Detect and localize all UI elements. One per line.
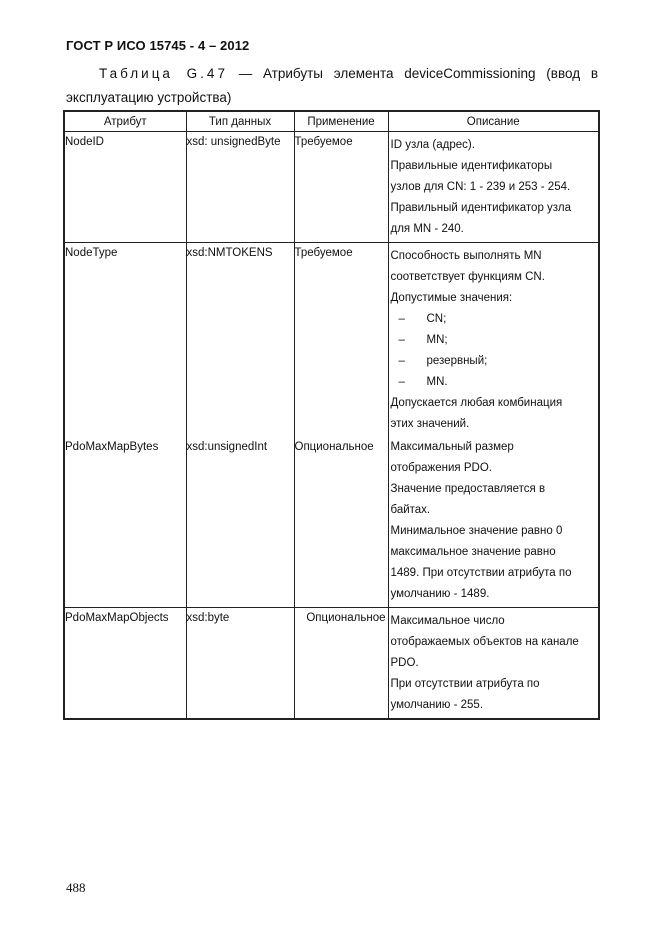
cell-description (388, 608, 599, 720)
description-line: Максимальный размер (390, 441, 514, 453)
description-line: При отсутствии атрибута по (390, 678, 540, 690)
table-row (64, 243, 599, 438)
cell-attribute: NodeType (64, 243, 186, 438)
list-dash: – (398, 355, 405, 367)
table-row (64, 437, 599, 608)
column-header-attribute: Атрибут (64, 111, 186, 132)
description-line: умолчанию - 1489. (390, 588, 490, 600)
cell-description (388, 132, 599, 243)
description-line: соответствует функциям CN. (390, 271, 545, 283)
description-line: Правильные идентификаторы (390, 160, 553, 172)
description-line: отображаемых объектов на канале (390, 636, 579, 648)
cell-type: xsd:NMTOKENS (186, 243, 294, 438)
list-dash: – (398, 313, 405, 325)
cell-usage: Опциональное (294, 608, 388, 720)
table-header-row (64, 111, 599, 132)
description-line: 1489. При отсутствии атрибута по (390, 567, 572, 579)
page-number: 488 (66, 880, 86, 895)
description-line: Максимальное число (390, 615, 505, 627)
caption-label: Таблица G.47 (99, 66, 228, 81)
column-header-description: Описание (388, 111, 599, 132)
description-line: ID узла (адрес). (390, 139, 475, 151)
description-line: для MN - 240. (390, 223, 464, 235)
cell-usage: Опциональное (294, 437, 388, 608)
description-line: Допускается любая комбинация (390, 397, 563, 409)
list-item: – MN. (389, 372, 599, 393)
cell-description (388, 243, 599, 438)
description-line: Способность выполнять MN (390, 250, 542, 262)
cell-type: xsd:unsignedInt (186, 437, 294, 608)
description-line: Допустимые значения: (390, 292, 513, 304)
document-header: ГОСТ Р ИСО 15745 - 4 – 2012 (66, 38, 250, 53)
caption-line-1 (66, 62, 598, 86)
cell-attribute: PdoMaxMapBytes (64, 437, 186, 608)
description-line: максимальное значение равно (390, 546, 556, 558)
list-item: – резервный; (389, 351, 599, 372)
attributes-table (63, 110, 600, 720)
column-header-type: Тип данных (186, 111, 294, 132)
cell-type: xsd: unsignedByte (186, 132, 294, 243)
cell-attribute: PdoMaxMapObjects (64, 608, 186, 720)
description-line: PDO. (390, 657, 419, 669)
table-caption (66, 62, 598, 110)
list-dash: – (398, 334, 405, 346)
caption-line-2: эксплуатацию устройства) (66, 90, 232, 105)
table-row (64, 132, 599, 243)
column-header-usage: Применение (294, 111, 388, 132)
caption-title: — Атрибуты элемента deviceCommissioning (ввод в (238, 66, 598, 81)
cell-type: xsd:byte (186, 608, 294, 720)
description-line: Правильный идентификатор узла (390, 202, 572, 214)
table-row (64, 608, 599, 720)
cell-usage: Требуемое (294, 243, 388, 438)
description-line: этих значений. (390, 418, 470, 430)
cell-usage: Требуемое (294, 132, 388, 243)
cell-attribute: NodeID (64, 132, 186, 243)
description-line: байтах. (390, 504, 431, 516)
list-item: – CN; (389, 309, 599, 330)
list-item: – MN; (389, 330, 599, 351)
description-line: Минимальное значение равно 0 (390, 525, 563, 537)
description-line: умолчанию - 255. (390, 699, 484, 711)
description-line: Значение предоставляется в (390, 483, 546, 495)
cell-description (388, 437, 599, 608)
description-line: узлов для CN: 1 - 239 и 253 - 254. (390, 181, 571, 193)
description-line: отображения PDO. (390, 462, 492, 474)
list-dash: – (398, 376, 405, 388)
